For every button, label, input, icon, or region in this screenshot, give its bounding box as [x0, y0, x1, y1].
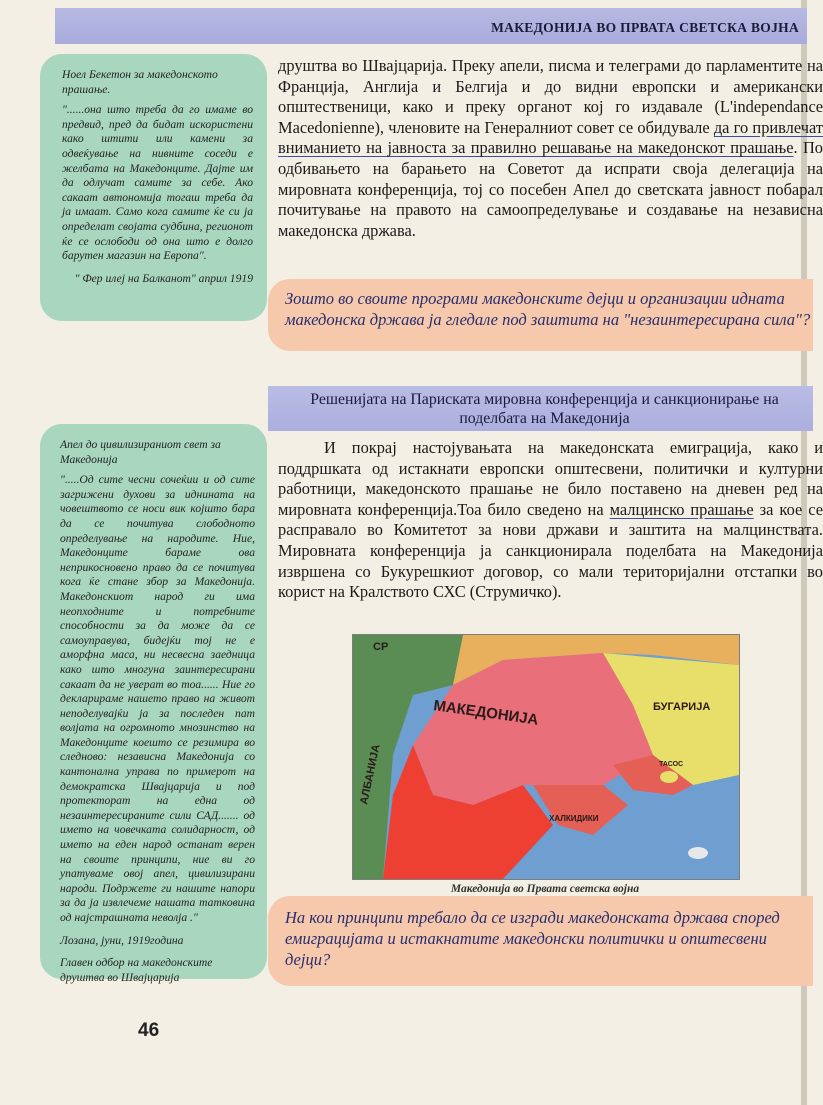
- main-paragraph-2: [278, 438, 823, 603]
- section-title-text: Решенијата на Париската мировна конференција и санкционирање на поделбата на Македонија: [310, 391, 779, 427]
- map-label-albania: АЛБАНИЈА: [358, 743, 383, 806]
- question-1-text: Зошто во своите програми македонските дејци и организации идната македонска држава ја гледале под заштита на "незаинтересирана сила"?: [285, 289, 811, 329]
- sidebar-1-source: " Фер илеј на Балканот" април 1919: [74, 271, 253, 285]
- sidebar-2-heading: Апел до цивилизираниот свет за Македонија: [60, 438, 221, 466]
- para-1-text-a: друштва во Швајцарија. Преку апели, писма и телеграми до парламентите на Франција, Англија и Белгија и до видни европски и американски општественици, како и преку органот кој го издавале (L'independance Macedonienne), членовите на Генералниот совет се обидувале: [278, 56, 823, 137]
- sidebar-quote-box-2: [40, 424, 267, 984]
- map-label-thasos: ТАСОС: [659, 761, 684, 768]
- sidebar-2-organization: Главен одбор на македонските друштва во Швајцарија: [60, 956, 213, 984]
- sidebar-quote-box-1: [40, 54, 267, 321]
- map-island-thasos: [660, 771, 678, 783]
- sidebar-2-source: Лозана, јуни, 1919година: [60, 933, 184, 947]
- map-label-halkidiki: ХАЛКИДИКИ: [549, 814, 599, 823]
- map-label-bulgaria: БУГАРИЈА: [653, 701, 711, 713]
- section-heading: [268, 386, 813, 431]
- chapter-title: МАКЕДОНИЈА ВО ПРВАТА СВЕТСКА ВОЈНА: [491, 20, 799, 35]
- para-2-underlined-text: малцинско прашање: [609, 499, 754, 519]
- question-2-text: На кои принципи требало да се изгради македонската држава според емиграцијата и истакнатите македонски политички и општесвени дејци?: [285, 908, 780, 969]
- main-paragraph-1: [278, 56, 823, 241]
- map-graphic: [353, 635, 739, 879]
- macedonia-map: [352, 634, 740, 880]
- para-2-text-a: И покрај настојувањата на македонската емиграција, како и поддршката од истакнати европски општесвени, политички и културни работници, македонското прашање не било поставено на дневен ред на мировната конференција.Тоа било сведено на: [278, 438, 823, 519]
- para-1-underlined-text: да го привлечат вниманието на јавноста за правилно решавање на македонскот прашање: [278, 117, 823, 158]
- map-caption: Македонија во Првата светска војна: [450, 883, 640, 895]
- map-label-macedonia: МАКЕДОНИЈА: [432, 697, 540, 729]
- chapter-header: [55, 8, 807, 44]
- question-box-1: [268, 279, 813, 351]
- sidebar-2-quote: ".....Од сите чесни сочеќии и од сите загрижени духови за иднината на човештвото се носи вик којшто бара да се почитува слободното определување на народите. Ние, Македонците бараме ова неприкосновено право да се почитува кога ќе стане збор за Македонија. Македонскиот народ ги има неопходните и потребните способности за да може да се самоуправува, бидејќи тој не е аморфна маса, ни несвесна заедница како што многуна заинтересирани сакаат да не уверат во тоа...... Ние го декларираме нашето право на живот неподелувајќи ја за последен пат волјата на огромното мнозинство на Македонците коешто се резимира во следново: независна Македонија со кантонална управа по примерот на демократска Швајцарија и под протекторат на една од незаинтересираните сили САД....... од името на човечката солидарност, од името на еден народ останат верен на своите принципи, ние ви го упатуваме овој апел, цивилизирани народи. Подржете ги нашите напори за да ја извлечеме нашата татковина од најстрашната неволја .": [60, 473, 255, 924]
- question-box-2: [268, 896, 813, 986]
- map-island-2: [688, 847, 708, 859]
- sidebar-1-quote: "......она што треба да го имаме во предвид, пред да бидат искористени како штити или камени за одвеќување на нивните соседи е желбата на Македонците. Дајте им да одлучат самите за себе. Ако сакаат автономија тогаш треба да ја имаат. Само кога самите ќе си ја определат својата судбина, регионот ќе се ослободи од она што е долго барутен магазин на Европа".: [62, 103, 253, 263]
- sidebar-1-heading: Ноел Бекетон за македонското прашање.: [62, 68, 218, 96]
- para-2-text-b: за кое се расправало во Комитетот за нови држави и заштита на малцинствата. Мировната конференција ја санкционирала поделбата на Македонија извршена со Букурешкиот договор, со мали територијални отстапки во корист на Кралството СХС (Струмичко).: [278, 499, 823, 602]
- map-label-serbia: СР: [373, 641, 389, 653]
- page-number: 46: [138, 1020, 160, 1041]
- para-1-text-b: . По одбивањето на барањето на Советот да испрати своја делегација на мировната конференција, тој со посебен Апел до светската јавност побарал почитување на правото на самоопределување и создавање на независна македонска држава.: [278, 138, 823, 240]
